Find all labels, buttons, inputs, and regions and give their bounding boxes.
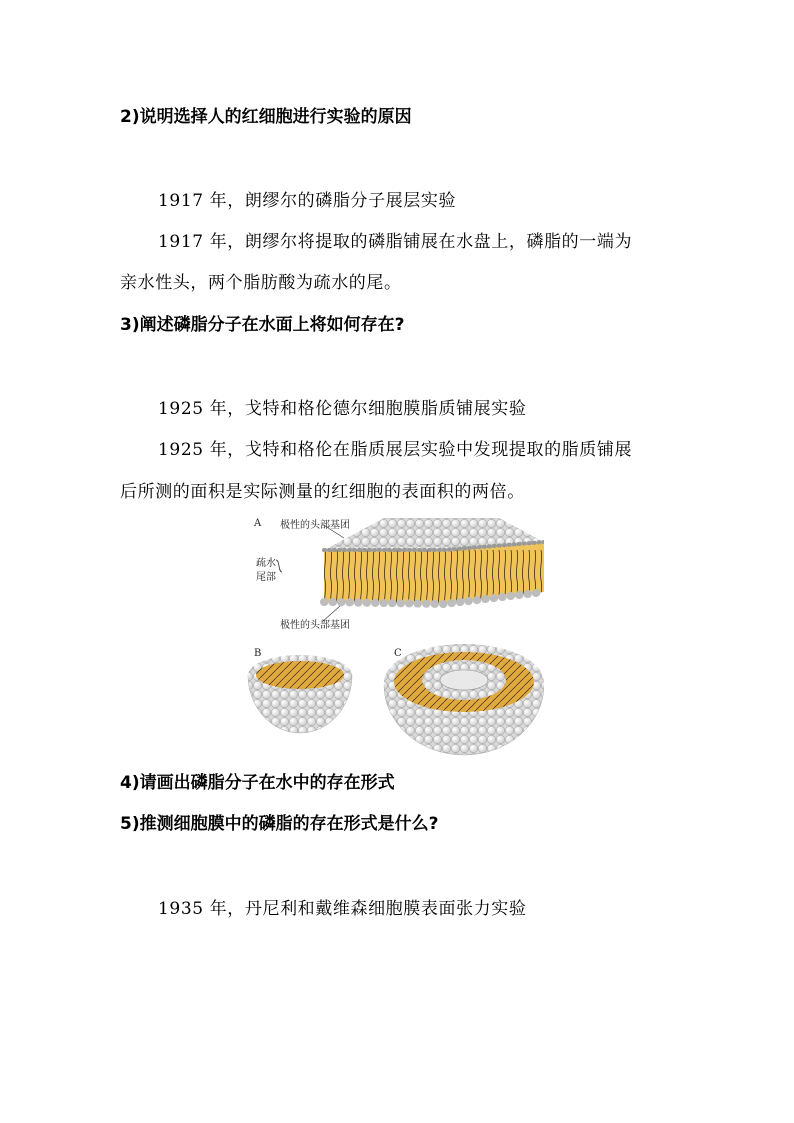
label-polar-head-bottom: 极性的头部基团 <box>280 620 350 631</box>
section-1925-line-2: 后所测的面积是实际测量的红细胞的表面积的两倍。 <box>120 482 525 502</box>
question-5: 5)推测细胞膜中的磷脂的存在形式是什么? <box>120 814 439 834</box>
question-2: 2)说明选择人的红细胞进行实验的原因 <box>120 107 412 127</box>
micelle-hemisphere <box>248 655 352 733</box>
section-1925-title: 1925 年，戈特和格伦德尔细胞膜脂质铺展实验 <box>158 399 527 419</box>
question-3: 3)阐述磷脂分子在水面上将如何存在? <box>120 315 405 335</box>
tail-bracket <box>276 560 282 572</box>
section-1917-line-1: 1917 年，朗缪尔将提取的磷脂铺展在水盘上，磷脂的一端为 <box>158 232 633 252</box>
label-b: B <box>254 648 262 659</box>
label-c: C <box>394 648 402 659</box>
label-hydrophobic-1: 疏水 <box>256 558 276 569</box>
question-4: 4)请画出磷脂分子在水中的存在形式 <box>120 773 395 793</box>
bilayer-block <box>324 518 544 604</box>
liposome-hemisphere <box>384 644 544 755</box>
phospholipid-diagram <box>244 510 544 764</box>
section-1925-line-1: 1925 年，戈特和格伦在脂质展层实验中发现提取的脂质铺展 <box>158 440 633 460</box>
section-1917-line-2: 亲水性头，两个脂肪酸为疏水的尾。 <box>120 273 402 293</box>
section-1917-title: 1917 年，朗缪尔的磷脂分子展层实验 <box>158 191 457 211</box>
phospholipid-figure <box>244 510 544 764</box>
label-polar-head-top: 极性的头部基团 <box>280 520 350 531</box>
label-a: A <box>254 518 262 529</box>
label-hydrophobic-2: 尾部 <box>256 572 276 583</box>
section-1935-title: 1935 年，丹尼利和戴维森细胞膜表面张力实验 <box>158 899 527 919</box>
